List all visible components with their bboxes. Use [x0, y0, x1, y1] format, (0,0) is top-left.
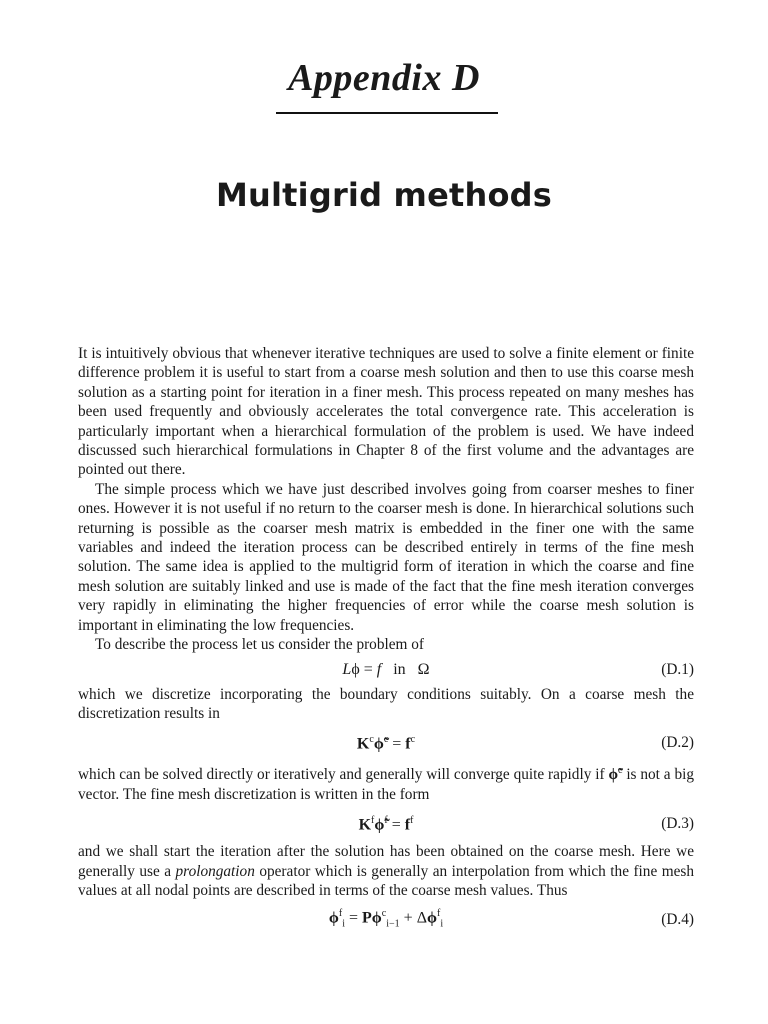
equation-d1-expression: Lϕ = f in Ω — [342, 660, 430, 678]
body-text — [78, 344, 694, 938]
equation-d2 — [78, 723, 694, 761]
equation-d1-number: (D.1) — [661, 660, 694, 678]
paragraph-5-part-a: which can be solved directly or iteratively and generally will converge quite rapidly if — [78, 766, 605, 784]
equation-d3-expression: $K^f\phĩ^f = f^f$ — [358, 815, 414, 834]
equation-d3 — [78, 804, 694, 842]
equation-d3-number: (D.3) — [661, 814, 694, 832]
equation-d1 — [78, 655, 694, 685]
equation-d4 — [78, 900, 694, 938]
equation-d2-expression: $K^c\phĩ^c = f^c$ — [356, 734, 416, 753]
paragraph-6-part-b: operator which is generally an interpolation from which the fine mesh values at all nodal points are described in terms of the coarse mesh values. Thus — [78, 862, 695, 900]
paragraph-6-emphasis: prolongation — [175, 862, 255, 880]
equation-d2-number: (D.2) — [661, 733, 694, 751]
paragraph-4: which we discretize incorporating the boundary conditions suitably. On a coarse mesh the discretization results in — [78, 685, 694, 722]
equation-d4-expression: $\phi^f_i = P\phi^c_{i-1} + \Delta\phi^f_i$ — [328, 908, 444, 930]
paragraph-3: To describe the process let us consider the problem of — [95, 636, 424, 654]
paragraph-6-part-a: and we shall start the iteration after the solution has been obtained on the coarse mesh. Here we generally use a — [78, 843, 694, 880]
title-rule — [276, 112, 498, 114]
paragraph-2: The simple process which we have just described involves going from coarser meshes to finer ones. However it is not useful if no return to the coarser mesh is done. In hierarchical solutions such returning is possible as the coarser mesh matrix is embedded in the finer one with the same variables and indeed the iteration process can be described entirely in terms of the fine mesh solution. The same idea is applied to the multigrid form of iteration in which the coarse and fine mesh solution are suitably linked and use is made of the fact that the fine mesh iteration converges very rapidly in eliminating the higher frequencies of error while the coarse mesh solution is important in eliminating the low frequencies. — [78, 480, 694, 634]
paragraph-5: which can be solved directly or iteratively and generally will converge quite rapidly if ϕ̃$^c$ is not a big vector. The fine mesh discretization is written in the form — [78, 765, 694, 803]
paragraph-1: It is intuitively obvious that whenever iterative techniques are used to solve a finite element or finite difference problem it is useful to start from a coarse mesh solution and then to use this coarse mesh solution as a starting point for iteration in a finer mesh. This process repeated on many meshes has been used frequently and obviously accelerates the total convergence rate. This acceleration is particularly important when a hierarchical formulation of the problem is used. We have indeed discussed such hierarchical formulations in Chapter 8 of the first volume and the advantages are pointed out there. — [78, 345, 694, 479]
appendix-title: Appendix D — [288, 57, 480, 99]
paragraph-5-part-b: is not a big vector. The fine mesh discretization is written in the form — [78, 766, 694, 803]
chapter-title: Multigrid methods — [215, 176, 553, 214]
equation-d4-number: (D.4) — [661, 910, 694, 928]
paragraph-6 — [78, 842, 694, 900]
